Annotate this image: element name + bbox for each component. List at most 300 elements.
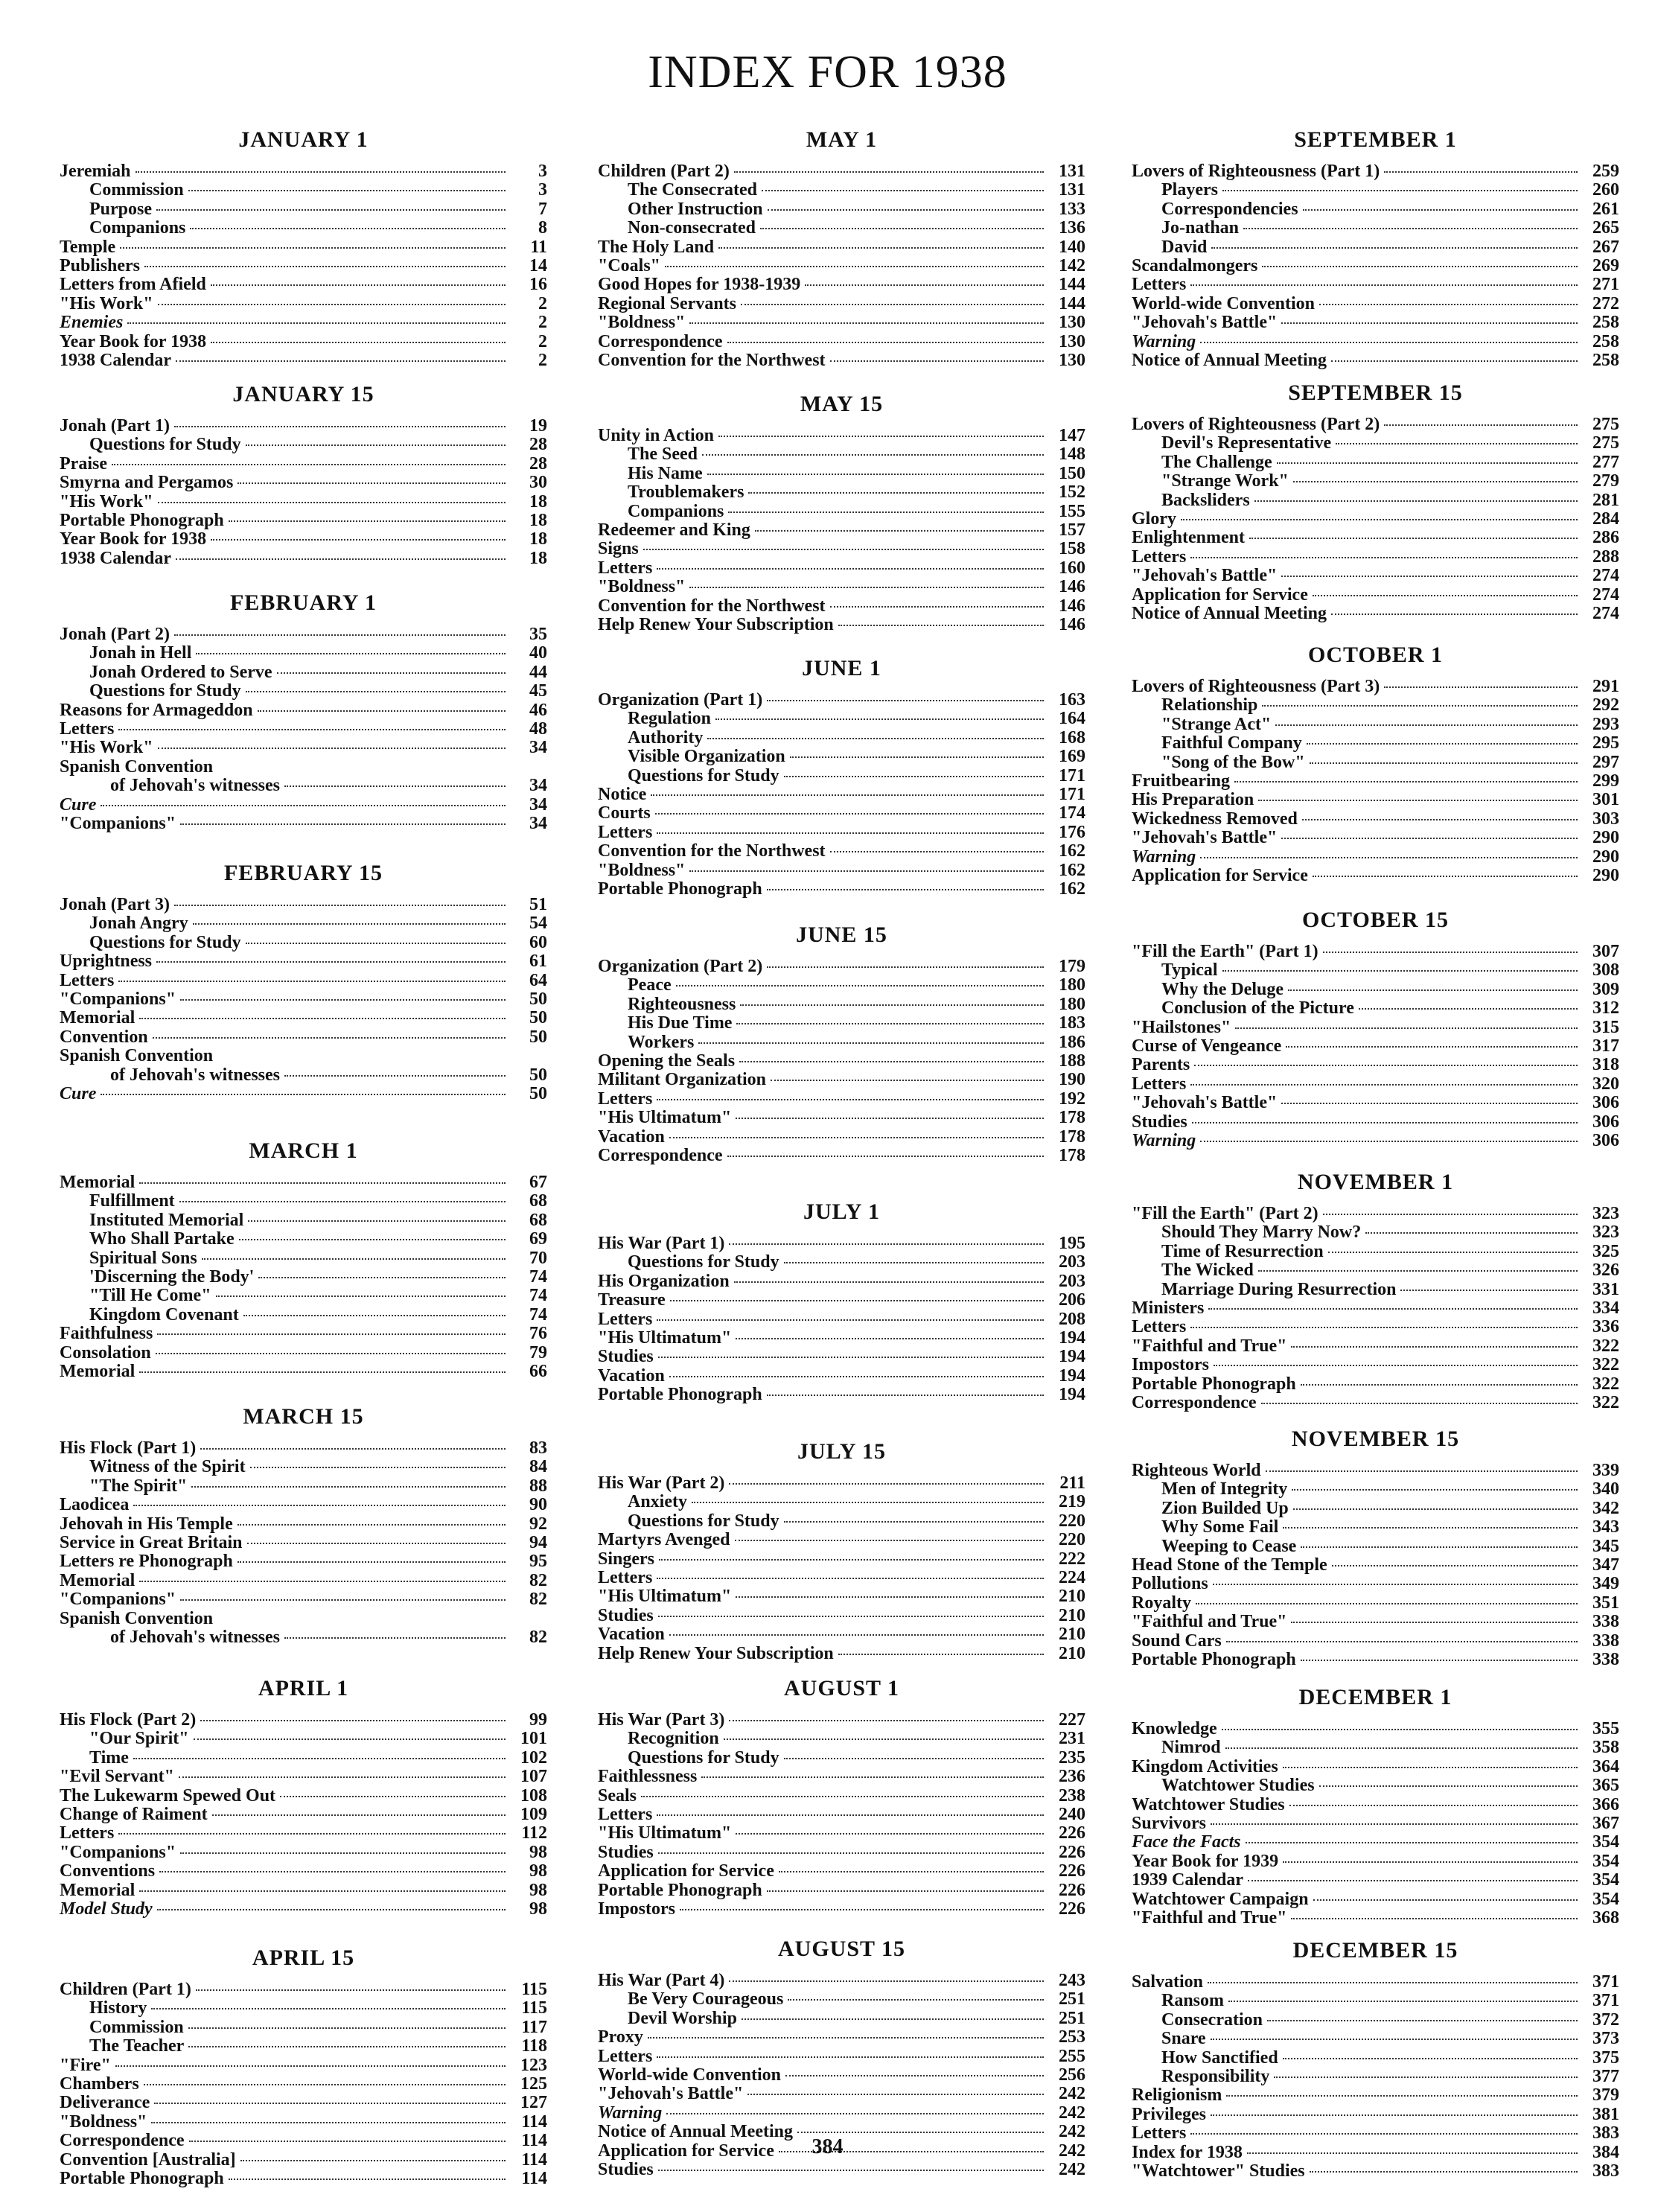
index-entry: [60, 493, 547, 511]
entry-title: Vacation: [598, 1365, 665, 1386]
entry-page-number: 102: [520, 1747, 547, 1768]
entry-title: Devil's Representative: [1161, 433, 1332, 453]
entry-title: Enemies: [60, 313, 124, 333]
index-entry: [1132, 567, 1619, 585]
index-entry: [1132, 453, 1619, 472]
dot-leader: [133, 1758, 506, 1759]
dot-leader: [239, 1239, 506, 1240]
entry-page-number: 142: [1059, 255, 1085, 275]
entry-title: His Flock (Part 2): [60, 1710, 197, 1730]
section-heading: OCTOBER 1: [1308, 643, 1443, 667]
dot-leader: [657, 2056, 1044, 2058]
dot-leader: [768, 209, 1044, 211]
dot-leader: [747, 2094, 1044, 2095]
dot-leader: [112, 464, 506, 465]
entry-title: Backsliders: [1161, 490, 1250, 510]
entry-title: "Faithful and True": [1132, 1336, 1287, 1356]
entry-page-number: 70: [529, 1248, 547, 1268]
entry-title: Ministers: [1132, 1298, 1205, 1318]
dot-leader: [1226, 2095, 1578, 2097]
index-entry: [60, 1881, 547, 1900]
index-entry: [1132, 238, 1619, 257]
entry-page-number: 40: [529, 643, 547, 663]
entry-page-number: 98: [529, 1861, 547, 1881]
entry-title: "Boldness": [598, 577, 686, 597]
index-entry: [1132, 848, 1619, 867]
dot-leader: [651, 794, 1044, 796]
index-entry: [60, 474, 547, 492]
dot-leader: [180, 1599, 506, 1601]
entry-page-number: 258: [1592, 313, 1619, 333]
entry-title: Letters: [598, 1804, 653, 1824]
dot-leader: [1234, 781, 1578, 783]
index-entry: [598, 1329, 1085, 1348]
index-entry: [598, 2047, 1085, 2066]
index-entry: [1132, 829, 1619, 847]
entry-page-number: 312: [1592, 998, 1619, 1019]
entry-page-number: 68: [529, 1191, 547, 1211]
entry-title: Portable Phonograph: [598, 879, 762, 899]
entry-title: Application for Service: [598, 2141, 774, 2161]
section-heading: APRIL 1: [258, 1676, 349, 1701]
entry-page-number: 178: [1059, 1126, 1085, 1147]
dot-leader: [176, 360, 506, 362]
entry-title: Signs: [598, 539, 639, 559]
section-heading: SEPTEMBER 1: [1294, 127, 1457, 152]
entry-title: Year Book for 1938: [60, 529, 207, 549]
index-section: [1132, 127, 1619, 370]
entry-page-number: 109: [520, 1804, 547, 1824]
index-entry: [1132, 715, 1619, 734]
entry-title: Letters: [598, 2046, 653, 2066]
entry-title: Convention for the Northwest: [598, 841, 826, 861]
dot-leader: [734, 1281, 1044, 1283]
entry-title: Wickedness Removed: [1132, 809, 1298, 829]
index-entry: [60, 1900, 547, 1919]
entry-title: Help Renew Your Subscription: [598, 1643, 834, 1663]
index-entry: [598, 1550, 1085, 1569]
dot-leader: [1249, 538, 1578, 539]
entry-title: Letters: [1132, 2123, 1187, 2144]
index-entry: [598, 1805, 1085, 1824]
entry-page-number: 366: [1592, 1794, 1619, 1814]
dot-leader: [760, 228, 1044, 229]
entry-title: Watchtower Studies: [1132, 1794, 1285, 1814]
index-entry: [1132, 1299, 1619, 1318]
entry-title: "Boldness": [60, 2111, 147, 2132]
entry-page-number: 90: [529, 1495, 547, 1515]
entry-page-number: 84: [529, 1457, 547, 1477]
entry-title: Commission: [89, 2017, 184, 2037]
index-entry: [598, 1128, 1085, 1147]
dot-leader: [1214, 1365, 1578, 1366]
entry-title: "Coals": [598, 255, 660, 275]
entry-page-number: 194: [1059, 1347, 1085, 1367]
index-entry: [598, 1730, 1085, 1748]
entry-page-number: 242: [1059, 2103, 1085, 2123]
entry-page-number: 226: [1059, 1861, 1085, 1881]
entry-page-number: 115: [521, 1980, 547, 1999]
dot-leader: [156, 209, 506, 211]
entry-title: Correspondence: [598, 1145, 723, 1165]
entry-title: "Watchtower" Studies: [1132, 2161, 1305, 2181]
index-entry: [598, 200, 1085, 219]
entry-title: Letters: [1132, 1317, 1187, 1337]
index-section: [60, 381, 547, 568]
index-entry: [1132, 1375, 1619, 1394]
dot-leader: [127, 322, 506, 324]
dot-leader: [139, 1182, 506, 1184]
entry-title: "Boldness": [598, 860, 686, 880]
index-entry: [598, 1749, 1085, 1768]
entry-page-number: 336: [1592, 1317, 1619, 1337]
entry-page-number: 51: [529, 895, 547, 914]
index-entry: [1132, 313, 1619, 332]
index-entry: [60, 1047, 547, 1065]
index-entry: [598, 1234, 1085, 1253]
dot-leader: [736, 1833, 1044, 1835]
entry-page-number: 383: [1592, 2161, 1619, 2181]
dot-leader: [1283, 2058, 1578, 2059]
dot-leader: [1292, 1489, 1578, 1491]
entry-page-number: 379: [1592, 2085, 1619, 2106]
entry-title: Letters: [598, 1309, 653, 1329]
dot-leader: [657, 1319, 1044, 1321]
entry-page-number: 367: [1592, 1813, 1619, 1833]
entry-page-number: 354: [1592, 1851, 1619, 1871]
dot-leader: [655, 813, 1044, 815]
entry-page-number: 98: [529, 1899, 547, 1919]
entry-title: Children (Part 2): [598, 162, 730, 181]
entry-page-number: 35: [529, 625, 547, 644]
entry-page-number: 274: [1592, 584, 1619, 605]
entry-title: Warning: [1132, 331, 1196, 351]
section-heading: AUGUST 15: [778, 1937, 905, 1961]
entry-page-number: 236: [1059, 1767, 1085, 1787]
index-entry: [598, 1253, 1085, 1272]
index-entry: [598, 1990, 1085, 2009]
entry-page-number: 92: [529, 1514, 547, 1534]
entry-title: Memorial: [60, 1008, 135, 1028]
entry-page-number: 76: [529, 1324, 547, 1344]
entry-title: Warning: [598, 2103, 663, 2123]
dot-leader: [158, 502, 506, 503]
dot-leader: [669, 1376, 1044, 1377]
dot-leader: [767, 889, 1044, 890]
entry-page-number: 136: [1059, 218, 1085, 238]
entry-title: Other Instruction: [628, 199, 763, 219]
dot-leader: [1262, 266, 1578, 267]
entry-title: Non-consecrated: [628, 218, 756, 238]
index-section: [598, 922, 1085, 1165]
entry-title: Publishers: [60, 255, 141, 275]
entry-page-number: 220: [1059, 1511, 1085, 1531]
dot-leader: [1384, 686, 1578, 688]
dot-leader: [702, 454, 1044, 456]
entry-page-number: 146: [1059, 614, 1085, 634]
entry-page-number: 130: [1059, 331, 1085, 351]
entry-title: "Companions": [60, 1842, 176, 1862]
dot-leader: [698, 1042, 1044, 1044]
index-section: [1132, 1426, 1619, 1669]
entry-title: Conclusion of the Picture: [1161, 998, 1354, 1019]
index-entry: [1132, 2086, 1619, 2105]
index-entry: [598, 2066, 1085, 2085]
section-heading: MAY 1: [806, 127, 878, 152]
entry-page-number: 171: [1059, 765, 1085, 785]
entry-title: Memorial: [60, 1173, 135, 1192]
entry-page-number: 301: [1592, 790, 1619, 810]
index-entry: [1132, 678, 1619, 696]
dot-leader: [180, 1852, 506, 1854]
entry-page-number: 265: [1592, 218, 1619, 238]
dot-leader: [657, 832, 1044, 834]
dot-leader: [1254, 500, 1578, 502]
entry-title: The Holy Land: [598, 237, 715, 257]
entry-title: Lovers of Righteousness (Part 3): [1132, 677, 1380, 696]
entry-page-number: 28: [529, 435, 547, 455]
index-entry: [60, 644, 547, 663]
entry-title: "Fill the Earth" (Part 2): [1132, 1204, 1318, 1223]
entry-page-number: 208: [1059, 1309, 1085, 1329]
dot-leader: [736, 1118, 1044, 1119]
index-entry: [60, 1362, 547, 1381]
index-entry: [598, 1071, 1085, 1089]
index-entry: [60, 1711, 547, 1730]
dot-leader: [118, 729, 506, 730]
entry-page-number: 371: [1592, 1972, 1619, 1992]
entry-page-number: 251: [1059, 1989, 1085, 2009]
entry-page-number: 146: [1059, 577, 1085, 597]
index-entry: [1132, 200, 1619, 219]
dot-leader: [669, 1634, 1044, 1636]
entry-page-number: 351: [1592, 1593, 1619, 1613]
dot-leader: [767, 700, 1044, 701]
index-entry: [1132, 2030, 1619, 2048]
index-entry: [1132, 1537, 1619, 1556]
index-entry: [598, 333, 1085, 351]
index-entry: [598, 823, 1085, 842]
index-entry: [598, 1843, 1085, 1862]
dot-leader: [805, 284, 1044, 286]
index-entry: [598, 162, 1085, 181]
entry-page-number: 188: [1059, 1051, 1085, 1071]
entry-title: Impostors: [1132, 1355, 1210, 1375]
entry-page-number: 375: [1592, 2047, 1619, 2068]
entry-page-number: 164: [1059, 709, 1085, 729]
index-entry: [598, 1109, 1085, 1127]
entry-page-number: 331: [1592, 1279, 1619, 1299]
entry-title: Year Book for 1938: [60, 331, 207, 351]
entry-title: His Organization: [598, 1271, 730, 1291]
entry-page-number: 231: [1059, 1729, 1085, 1749]
entry-page-number: 338: [1592, 1631, 1619, 1651]
dot-leader: [1228, 2001, 1578, 2002]
index-entry: [1132, 1613, 1619, 1631]
dot-leader: [159, 1871, 506, 1872]
entry-title: Purpose: [89, 199, 152, 219]
entry-page-number: 54: [529, 914, 547, 934]
index-entry: [1132, 1720, 1619, 1738]
dot-leader: [284, 785, 506, 787]
entry-page-number: 222: [1059, 1549, 1085, 1569]
section-heading: NOVEMBER 1: [1297, 1170, 1454, 1194]
entry-page-number: 326: [1592, 1260, 1619, 1281]
dot-leader: [1291, 1622, 1578, 1623]
entry-page-number: 50: [529, 1027, 547, 1047]
entry-page-number: 44: [529, 662, 547, 682]
entry-page-number: 114: [521, 2131, 547, 2151]
entry-title: Witness of the Spirit: [89, 1457, 246, 1477]
entry-page-number: 117: [521, 2017, 547, 2037]
entry-title: "Hailstones": [1132, 1017, 1231, 1037]
dot-leader: [728, 511, 1044, 513]
index-entry: [60, 990, 547, 1009]
entry-title: Jonah Ordered to Serve: [89, 662, 272, 682]
entry-page-number: 34: [529, 776, 547, 796]
dot-leader: [1190, 1084, 1578, 1086]
entry-title: Studies: [1132, 1112, 1187, 1132]
dot-leader: [784, 1758, 1044, 1759]
entry-page-number: 2: [538, 313, 547, 333]
index-entry: [60, 257, 547, 275]
entry-title: Praise: [60, 453, 107, 474]
entry-page-number: 147: [1059, 426, 1085, 445]
index-entry: [60, 739, 547, 757]
entry-page-number: 114: [521, 2168, 547, 2188]
entry-title: Jehovah in His Temple: [60, 1514, 233, 1534]
dot-leader: [188, 190, 506, 191]
entry-title: Why the Deluge: [1161, 979, 1283, 999]
index-entry: [1132, 2106, 1619, 2124]
entry-page-number: 178: [1059, 1108, 1085, 1128]
entry-page-number: 274: [1592, 566, 1619, 586]
entry-page-number: 125: [520, 2074, 547, 2094]
entry-page-number: 338: [1592, 1612, 1619, 1632]
dot-leader: [158, 748, 506, 749]
index-entry: [60, 1980, 547, 1999]
index-entry: [1132, 472, 1619, 491]
index-entry: [1132, 351, 1619, 370]
entry-page-number: 224: [1059, 1567, 1085, 1587]
entry-page-number: 30: [529, 473, 547, 493]
entry-page-number: 88: [529, 1476, 547, 1496]
entry-title: His Flock (Part 1): [60, 1438, 197, 1458]
entry-title: 1939 Calendar: [1132, 1870, 1243, 1890]
index-entry: [60, 333, 547, 351]
dot-leader: [179, 1776, 506, 1778]
dot-leader: [838, 1654, 1044, 1655]
entry-page-number: 64: [529, 970, 547, 990]
entry-title: Organization (Part 2): [598, 957, 763, 976]
dot-leader: [156, 1353, 506, 1354]
dot-leader: [211, 539, 506, 541]
dot-leader: [1258, 1270, 1578, 1272]
entry-page-number: 190: [1059, 1070, 1085, 1090]
index-entry: [60, 1249, 547, 1268]
index-entry: [60, 914, 547, 933]
index-entry: [1132, 1337, 1619, 1356]
dot-leader: [666, 2113, 1044, 2114]
dot-leader: [729, 1980, 1044, 1982]
index-entry: [60, 1534, 547, 1552]
entry-title: Letters: [598, 1089, 653, 1109]
entry-title: Cure: [60, 794, 97, 815]
entry-title: Convention for the Northwest: [598, 596, 826, 616]
entry-title: His War (Part 2): [598, 1473, 725, 1493]
entry-page-number: 108: [520, 1785, 547, 1805]
dot-leader: [1319, 304, 1578, 305]
entry-title: Letters re Phonograph: [60, 1552, 233, 1572]
index-entry: [598, 861, 1085, 880]
index-entry: [598, 957, 1085, 976]
entry-page-number: 183: [1059, 1013, 1085, 1033]
entry-title: Sound Cars: [1132, 1631, 1222, 1651]
entry-page-number: 290: [1592, 847, 1619, 867]
dot-leader: [1194, 1065, 1578, 1066]
index-entry: [60, 1009, 547, 1027]
dot-leader: [1328, 1252, 1578, 1253]
entry-page-number: 315: [1592, 1017, 1619, 1037]
dot-leader: [665, 266, 1044, 267]
entry-page-number: 308: [1592, 960, 1619, 981]
dot-leader: [1307, 743, 1578, 745]
dot-leader: [229, 520, 506, 522]
entry-title: "Song of the Bow": [1161, 752, 1305, 772]
dot-leader: [1313, 1899, 1578, 1901]
entry-title: David: [1161, 237, 1208, 257]
index-entry: [1132, 753, 1619, 772]
entry-title: Letters: [60, 1823, 115, 1843]
index-section: [598, 391, 1085, 634]
index-entry: [598, 1367, 1085, 1386]
entry-title: Consolation: [60, 1342, 151, 1362]
dot-leader: [715, 718, 1044, 720]
section-heading: DECEMBER 15: [1292, 1938, 1458, 1963]
entry-page-number: 174: [1059, 803, 1085, 823]
entry-page-number: 272: [1592, 293, 1619, 313]
index-entry: [1132, 1814, 1619, 1833]
index-entry: [598, 1386, 1085, 1404]
entry-page-number: 95: [529, 1552, 547, 1572]
dot-leader: [741, 304, 1044, 305]
entry-page-number: 281: [1592, 490, 1619, 510]
entry-title: Royalty: [1132, 1593, 1191, 1613]
entry-page-number: 372: [1592, 2009, 1619, 2030]
index-entry: [598, 275, 1085, 294]
dot-leader: [1226, 1641, 1578, 1642]
index-section: [60, 1138, 547, 1381]
entry-page-number: 180: [1059, 994, 1085, 1014]
dot-leader: [101, 805, 506, 806]
entry-page-number: 271: [1592, 275, 1619, 295]
index-entry: [598, 578, 1085, 596]
entry-page-number: 295: [1592, 733, 1619, 753]
entry-page-number: 34: [529, 738, 547, 758]
dot-leader: [180, 823, 506, 825]
entry-title: Correspondence: [60, 2131, 185, 2151]
entry-title: Recognition: [628, 1729, 719, 1749]
entry-page-number: 19: [529, 416, 547, 436]
section-heading: JULY 1: [803, 1199, 880, 1224]
dot-leader: [718, 436, 1044, 437]
dot-leader: [676, 985, 1044, 987]
dot-leader: [707, 738, 1044, 739]
entry-title: Jonah (Part 1): [60, 416, 170, 436]
dot-leader: [692, 1502, 1044, 1503]
entry-title: Notice of Annual Meeting: [598, 2122, 793, 2142]
dot-leader: [237, 482, 506, 484]
